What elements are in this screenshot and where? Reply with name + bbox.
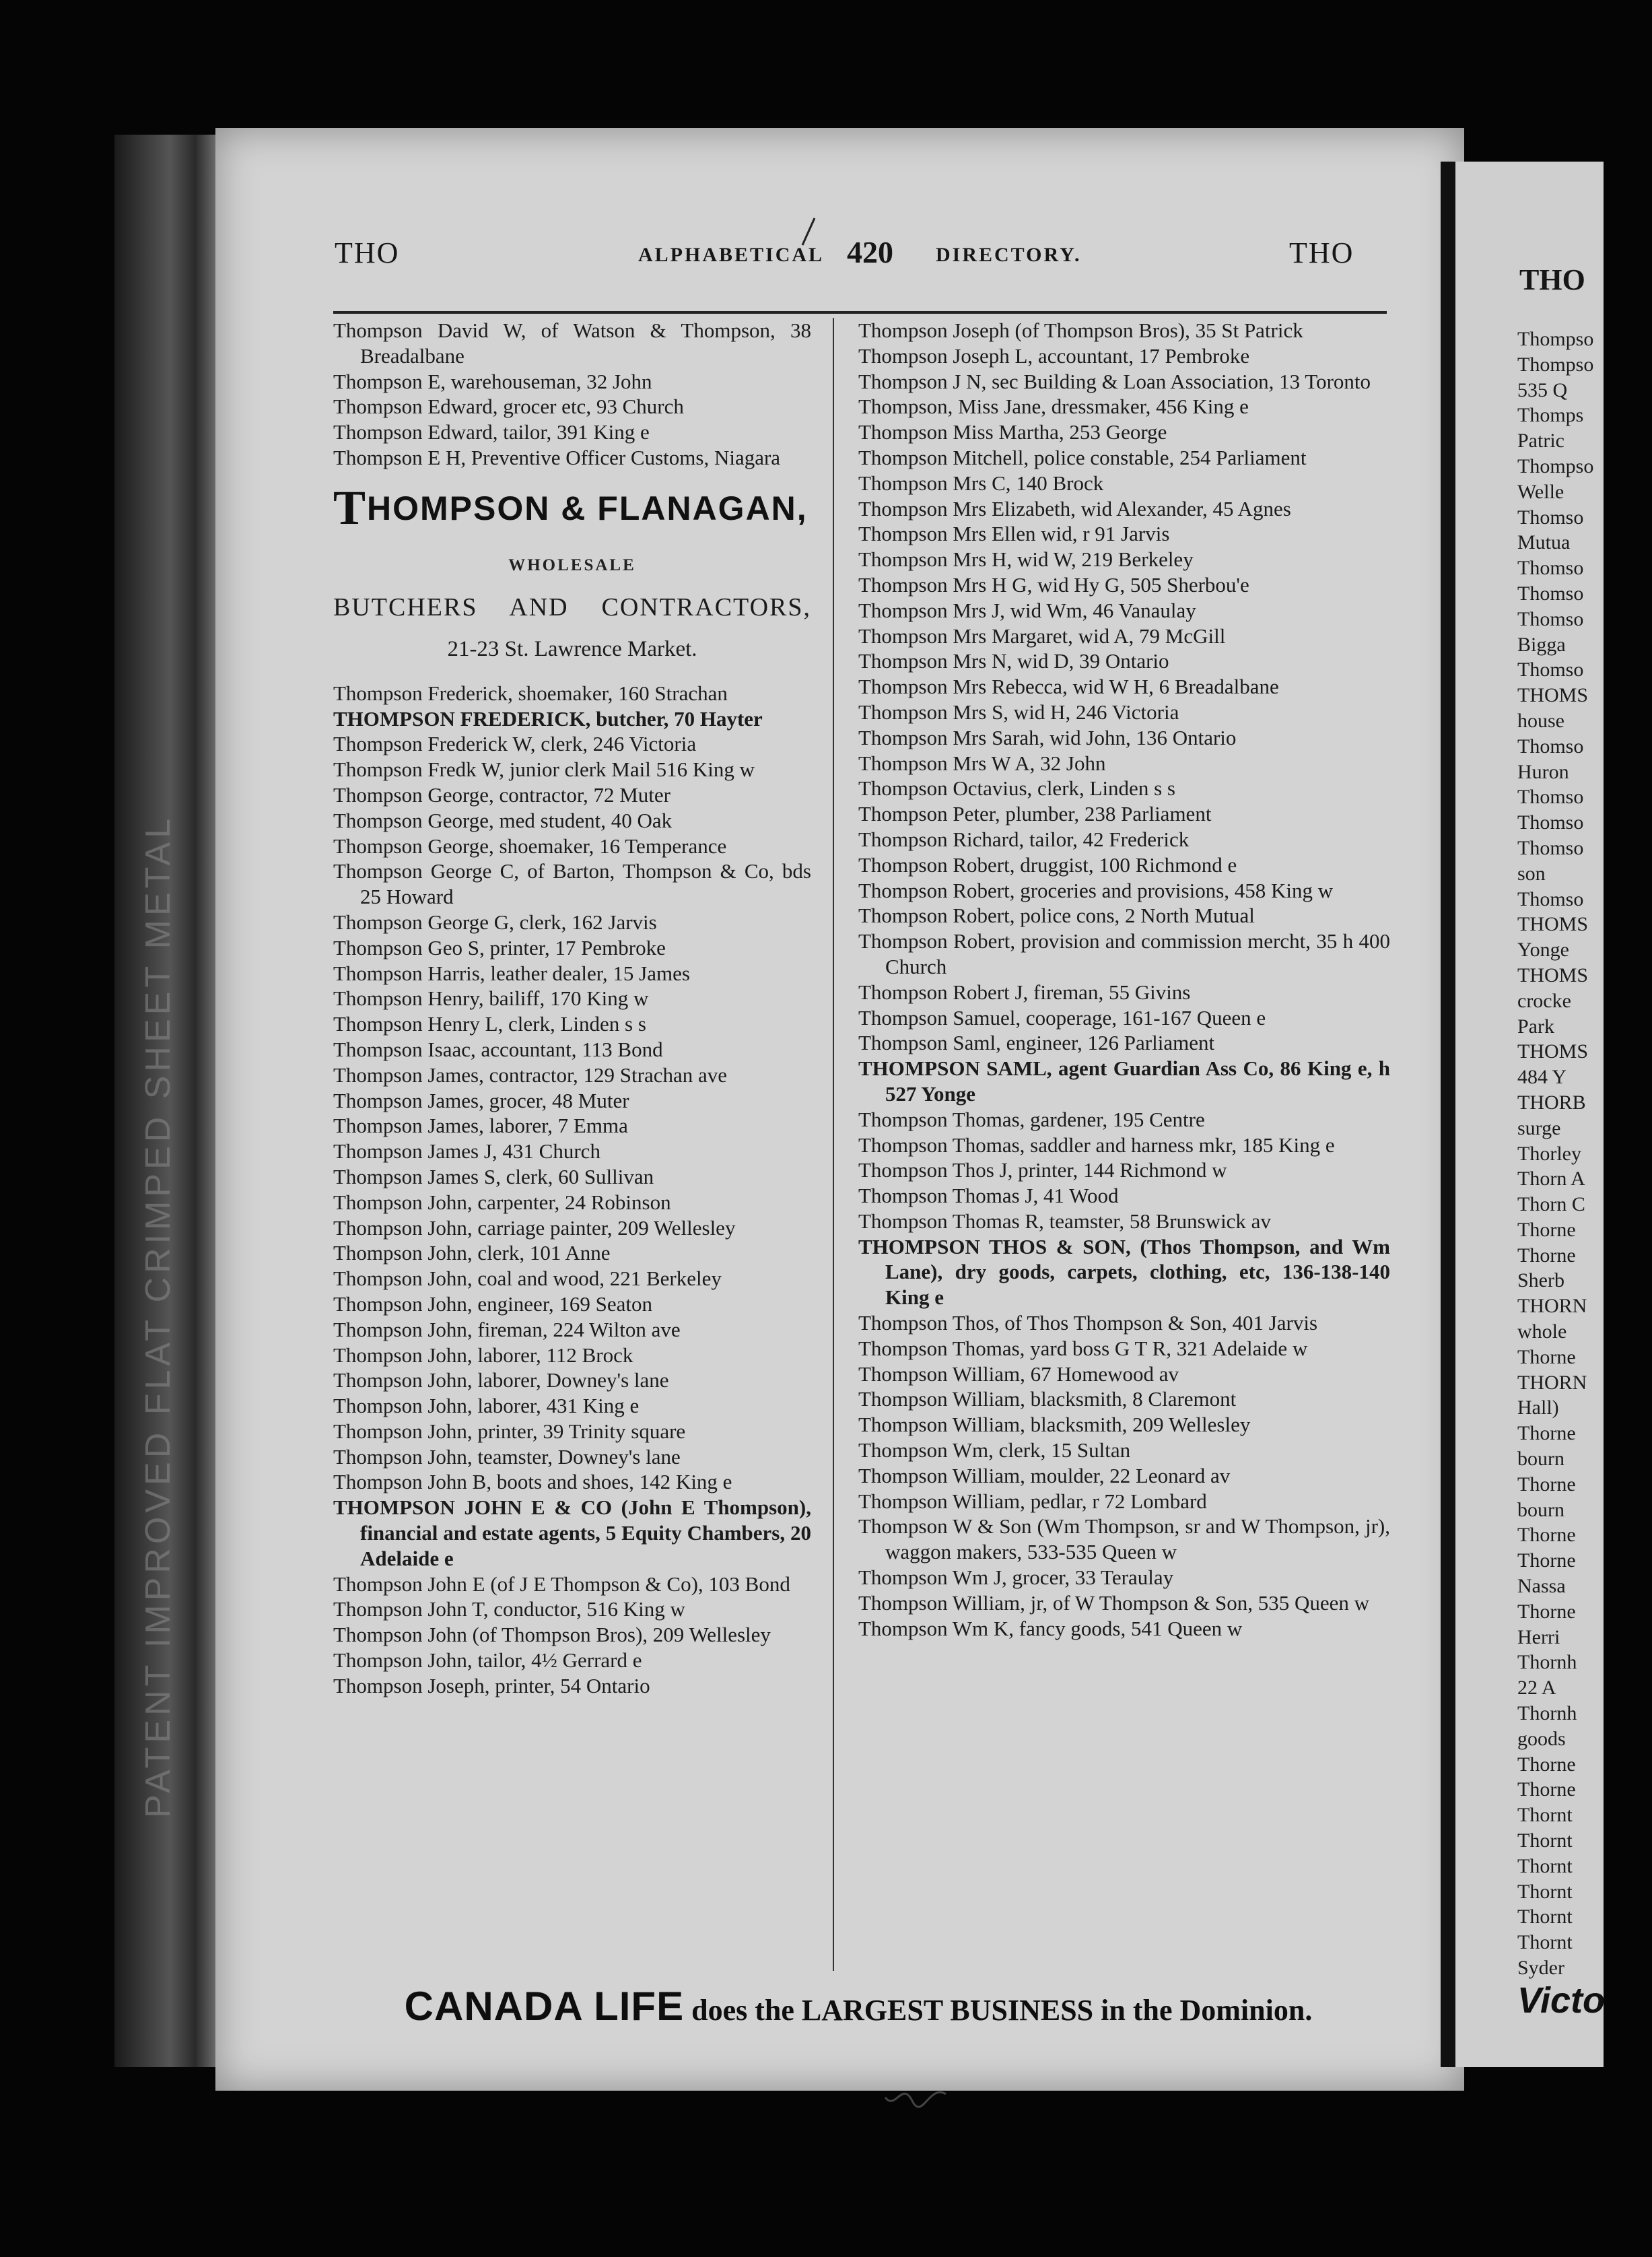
directory-entry: Thompson Robert, provision and commission mercht, 35 h 400 Church [858,929,1390,978]
directory-entry: Thompson J N, sec Building & Loan Association, 13 Toronto [858,369,1371,393]
directory-entry: Thompson Robert J, fireman, 55 Givins [858,980,1191,1004]
adjacent-page-line: Thomso [1517,786,1584,809]
directory-entry: Thompson Mrs Ellen wid, r 91 Jarvis [858,522,1170,546]
adjacent-page-line: son [1517,862,1546,885]
adjacent-page-line: Thomso [1517,607,1584,630]
running-head-center: ALPHABETICAL [638,244,825,266]
directory-entry: Thompson Mrs C, 140 Brock [858,471,1104,495]
adjacent-page-line: Thomso [1517,735,1584,757]
adjacent-page-line: surge [1517,1116,1561,1139]
directory-entry: Thompson Wm J, grocer, 33 Teraulay [858,1565,1174,1590]
adjacent-page-line: Thomso [1517,887,1584,910]
adjacent-page-line: Thorne [1517,1753,1576,1776]
directory-entry: Thompson Mrs J, wid Wm, 46 Vanaulay [858,598,1196,622]
directory-entry: Thompson Geo S, printer, 17 Pembroke [333,935,666,959]
adjacent-page-line: THOMS [1517,1040,1589,1063]
adjacent-page-line: Thorne [1517,1244,1576,1267]
adjacent-page-line: Hall) [1517,1396,1559,1419]
directory-entry: Thompson Mrs Elizabeth, wid Alexander, 45 Agnes [858,496,1291,520]
directory-entry: Thompson John, printer, 39 Trinity square [333,1419,686,1443]
directory-entry: Thompson Mitchell, police constable, 254 Parliament [858,445,1307,469]
adjacent-page-line: Thorne [1517,1524,1576,1547]
directory-entry: Thompson George, shoemaker, 16 Temperance [333,834,727,858]
directory-entry: Thompson Frederick, shoemaker, 160 Strachan [333,681,728,705]
adjacent-page-line: bourn [1517,1448,1564,1471]
header-rule [333,311,1387,314]
adjacent-page-line: Patric [1517,430,1564,452]
directory-entry: Thompson William, blacksmith, 209 Wellesley [858,1413,1251,1437]
footer-advert-text-1: does the [684,1994,802,2027]
advert-title-rest: HOMPSON & FLANAGAN, [367,489,808,527]
adjacent-page-line: Thorne [1517,1345,1576,1368]
column-divider [833,318,834,1971]
directory-entry: Thompson Mrs S, wid H, 246 Victoria [858,700,1179,724]
advert-title [333,480,811,536]
adjacent-page-line: Thorne [1517,1473,1576,1495]
directory-entry: Thompson Miss Martha, 253 George [858,420,1167,444]
directory-entry: Thompson E H, Preventive Officer Customs, Niagara [333,445,781,469]
directory-entry: Thompson John, coal and wood, 221 Berkeley [333,1267,722,1291]
adjacent-page-line: house [1517,709,1564,732]
adjacent-page-line: Thorne [1517,1600,1576,1623]
adjacent-page-line: Thomso [1517,506,1584,529]
footer-advert-text-2: in the Dominion. [1093,1994,1313,2027]
pencil-scribble-mark [882,2077,963,2118]
advert-trade-line: BUTCHERS AND CONTRACTORS, [333,593,811,621]
left-column [333,318,811,1699]
directory-entry: Thompson John (of Thompson Bros), 209 Wellesley [333,1623,771,1647]
directory-entry: Thompson Edward, tailor, 391 King e [333,420,650,444]
directory-entry: Thompson Joseph, printer, 54 Ontario [333,1673,650,1697]
adjacent-page-line: Thornt [1517,1880,1573,1903]
adjacent-page-line: THORN [1517,1371,1587,1394]
directory-entry: Thompson John, laborer, 112 Brock [333,1343,633,1367]
directory-entry: Thompson Robert, groceries and provisions, 458 King w [858,878,1334,902]
footer-advert [326,1983,1390,2029]
directory-entry: Thompson Mrs H G, wid Hy G, 505 Sherbou'e [858,572,1249,597]
directory-entry: Thompson Robert, police cons, 2 North Mutual [858,904,1255,928]
directory-entry: Thompson John, carriage painter, 209 Wellesley [333,1215,736,1240]
spine-text: PATENT IMPROVED FLAT CRIMPED SHEET METAL [139,814,178,1818]
directory-entry: Thompson Isaac, accountant, 113 Bond [333,1037,663,1061]
directory-entry: Thompson Thomas, yard boss G T R, 321 Adelaide w [858,1336,1308,1360]
adjacent-page-line: goods [1517,1727,1566,1750]
directory-entry: Thompson James, grocer, 48 Muter [333,1088,629,1112]
adjacent-page-line: Herri [1517,1625,1560,1648]
directory-entry: Thompson John, clerk, 101 Anne [333,1241,611,1265]
adjacent-page-line: Thorn C [1517,1193,1585,1216]
adjacent-page-line: THORN [1517,1295,1587,1318]
left-entries-bottom [333,681,811,1699]
adjacent-page-line: Welle [1517,480,1564,503]
adjacent-page-line: Thomso [1517,557,1584,580]
directory-entry: Thompson Joseph L, accountant, 17 Pembroke [858,343,1250,368]
directory-entry: Thompson Henry L, clerk, Linden s s [333,1012,646,1036]
adjacent-footer-fragment: Victo [1517,1980,1606,2021]
directory-entry: Thompson Frederick W, clerk, 246 Victoria [333,732,697,756]
adjacent-page-line: THOMS [1517,913,1589,936]
directory-entry: Thompson Fredk W, junior clerk Mail 516 King w [333,757,755,782]
adjacent-page-line: Thornt [1517,1931,1573,1954]
directory-entry: Thompson Thomas, gardener, 195 Centre [858,1107,1205,1131]
directory-entry: Thompson Wm, clerk, 15 Sultan [858,1438,1131,1462]
directory-entry: Thompson Thomas J, 41 Wood [858,1184,1119,1208]
adjacent-page-line: Thomso [1517,659,1584,681]
adjacent-page-line: Thompso [1517,353,1594,376]
adjacent-page-line: Bigga [1517,633,1566,656]
directory-entry: THOMPSON SAML, agent Guardian Ass Co, 86 King e, h 527 Yonge [858,1056,1390,1106]
directory-entry: Thompson Peter, plumber, 238 Parliament [858,802,1212,826]
adjacent-page-line: Thornt [1517,1906,1573,1928]
directory-entry: Thompson Henry, bailiff, 170 King w [333,986,649,1011]
adjacent-page-line: Thomso [1517,811,1584,834]
directory-entry: Thompson Saml, engineer, 126 Parliament [858,1031,1215,1055]
directory-entry: Thompson Mrs Margaret, wid A, 79 McGill [858,624,1226,648]
adjacent-page-line: 22 A [1517,1677,1556,1699]
directory-entry: Thompson James J, 431 Church [333,1139,600,1164]
adjacent-page-line: Mutua [1517,531,1571,554]
adjacent-running-head: THO [1519,263,1585,296]
adjacent-page-line: Thornh [1517,1651,1577,1674]
adjacent-page-lines [1517,327,1652,1981]
running-head-center-2: DIRECTORY. [936,244,1082,266]
advert-wholesale: WHOLESALE [508,555,636,574]
adjacent-page-line: Thornt [1517,1854,1573,1877]
directory-entry: Thompson William, 67 Homewood av [858,1361,1179,1386]
directory-entry: Thompson Mrs N, wid D, 39 Ontario [858,649,1169,673]
adjacent-page-line: Nassa [1517,1575,1566,1598]
directory-entry: THOMPSON FREDERICK, butcher, 70 Hayter [333,706,763,731]
directory-entry: Thompson Edward, grocer etc, 93 Church [333,395,684,419]
footer-advert-brand: CANADA LIFE [404,1984,685,2029]
directory-entry: Thompson E, warehouseman, 32 John [333,369,652,393]
directory-entry: Thompson John, tailor, 4½ Gerrard e [333,1648,642,1673]
directory-entry: Thompson David W, of Watson & Thompson, 38 Breadalbane [333,318,811,368]
directory-entry: Thompson John B, boots and shoes, 142 King e [333,1470,732,1494]
directory-entry: Thompson Robert, druggist, 100 Richmond e [858,852,1237,877]
adjacent-page-line: Thorne [1517,1778,1576,1801]
directory-entry: Thompson Harris, leather dealer, 15 James [333,961,690,985]
directory-entry: Thompson Mrs H, wid W, 219 Berkeley [858,547,1194,572]
directory-entry: THOMPSON THOS & SON, (Thos Thompson, and Wm Lane), dry goods, carpets, clothing, etc, 136-138-140 King e [858,1234,1390,1310]
directory-entry: Thompson John T, conductor, 516 King w [333,1597,685,1621]
right-column [858,318,1390,1641]
directory-entry: Thompson James S, clerk, 60 Sullivan [333,1164,654,1188]
directory-entry: Thompson Thos J, printer, 144 Richmond w [858,1158,1227,1182]
advert-title-initial: T [333,480,368,535]
directory-page [215,128,1464,2091]
adjacent-page-line: Thomso [1517,582,1584,605]
directory-entry: Thompson John, carpenter, 24 Robinson [333,1190,671,1214]
adjacent-page-line: Thompso [1517,328,1594,350]
directory-entry: Thompson John, engineer, 169 Seaton [333,1291,653,1316]
directory-entry: Thompson George, med student, 40 Oak [333,808,673,832]
adjacent-page-line: Park [1517,1015,1554,1038]
adjacent-page-line: Thorn A [1517,1168,1585,1190]
adjacent-page-line: Thorne [1517,1422,1576,1445]
adjacent-page-line: 535 Q [1517,378,1568,401]
adjacent-page-line: whole [1517,1320,1567,1343]
running-head-right: THO [1289,236,1354,269]
adjacent-page-line: Thorne [1517,1218,1576,1241]
adjacent-page-line: THOMS [1517,964,1589,986]
adjacent-page-edge [1441,162,1604,2067]
thompson-flanagan-advert [333,480,811,662]
directory-entry: Thompson John, teamster, Downey's lane [333,1444,681,1469]
directory-entry: Thompson George G, clerk, 162 Jarvis [333,910,657,934]
directory-entry: Thompson George C, of Barton, Thompson & Co, bds 25 Howard [333,859,811,909]
directory-entry: Thompson Joseph (of Thompson Bros), 35 St Patrick [858,318,1303,342]
adjacent-page-line: crocke [1517,989,1571,1012]
running-head-left: THO [335,236,400,269]
adjacent-page-line: Thorley [1517,1142,1581,1165]
page-number: 420 [847,235,893,269]
adjacent-page-line: THORB [1517,1091,1586,1114]
adjacent-page-line: Sherb [1517,1269,1564,1292]
directory-entry: Thompson Mrs Sarah, wid John, 136 Ontario [858,725,1237,749]
directory-entry: Thompson Thomas, saddler and harness mkr, 185 King e [858,1133,1335,1157]
directory-entry: Thompson John, laborer, Downey's lane [333,1368,669,1392]
directory-entry: Thompson James, laborer, 7 Emma [333,1114,628,1138]
directory-entry: Thompson Mrs Rebecca, wid W H, 6 Breadalbane [858,675,1279,699]
directory-entry: Thompson Thomas R, teamster, 58 Brunswick av [858,1209,1271,1233]
adjacent-page-line: Thornh [1517,1702,1577,1725]
directory-entry: Thompson Mrs W A, 32 John [858,751,1106,775]
adjacent-page-line: Huron [1517,760,1569,783]
directory-entry: Thompson W & Son (Wm Thompson, sr and W Thompson, jr), waggon makers, 533-535 Queen w [858,1514,1390,1564]
directory-entry: THOMPSON JOHN E & CO (John E Thompson), financial and estate agents, 5 Equity Chambers, 20 Adelaide e [333,1495,811,1570]
directory-entry: Thompson William, pedlar, r 72 Lombard [858,1489,1207,1513]
directory-entry: Thompson Thos, of Thos Thompson & Son, 401 Jarvis [858,1311,1318,1335]
adjacent-page-line: Thorne [1517,1549,1576,1572]
directory-entry: Thompson William, moulder, 22 Leonard av [858,1463,1231,1487]
directory-entry: Thompson William, blacksmith, 8 Claremont [858,1387,1237,1411]
adjacent-page-line: Syder [1517,1957,1564,1979]
adjacent-page-line: Thompso [1517,454,1594,477]
directory-entry: Thompson John, fireman, 224 Wilton ave [333,1317,681,1341]
directory-entry: Thompson James, contractor, 129 Strachan ave [333,1063,728,1087]
adjacent-page-line: bourn [1517,1498,1564,1521]
advert-address: 21-23 St. Lawrence Market. [447,636,697,661]
directory-entry: Thompson Wm K, fancy goods, 541 Queen w [858,1616,1243,1640]
adjacent-page-line: Yonge [1517,939,1569,962]
directory-entry: Thompson, Miss Jane, dressmaker, 456 King e [858,395,1249,419]
directory-entry: Thompson Richard, tailor, 42 Frederick [858,827,1190,851]
footer-advert-emphasis: LARGEST BUSINESS [801,1994,1094,2027]
adjacent-page-line: Thomso [1517,836,1584,859]
adjacent-page-line: 484 Y [1517,1066,1567,1089]
left-entries-top [333,318,811,471]
adjacent-page-line: Thornt [1517,1804,1573,1827]
adjacent-page-line: THOMS [1517,684,1589,707]
directory-entry: Thompson George, contractor, 72 Muter [333,782,670,807]
directory-entry: Thompson Samuel, cooperage, 161-167 Queen e [858,1005,1266,1030]
directory-entry: Thompson William, jr, of W Thompson & Son, 535 Queen w [858,1590,1370,1615]
adjacent-page-line: Thornt [1517,1829,1573,1852]
directory-entry: Thompson John, laborer, 431 King e [333,1394,640,1418]
directory-entry: Thompson Octavius, clerk, Linden s s [858,776,1175,801]
directory-entry: Thompson John E (of J E Thompson & Co), 103 Bond [333,1572,790,1596]
adjacent-page-line: Thomps [1517,404,1584,427]
